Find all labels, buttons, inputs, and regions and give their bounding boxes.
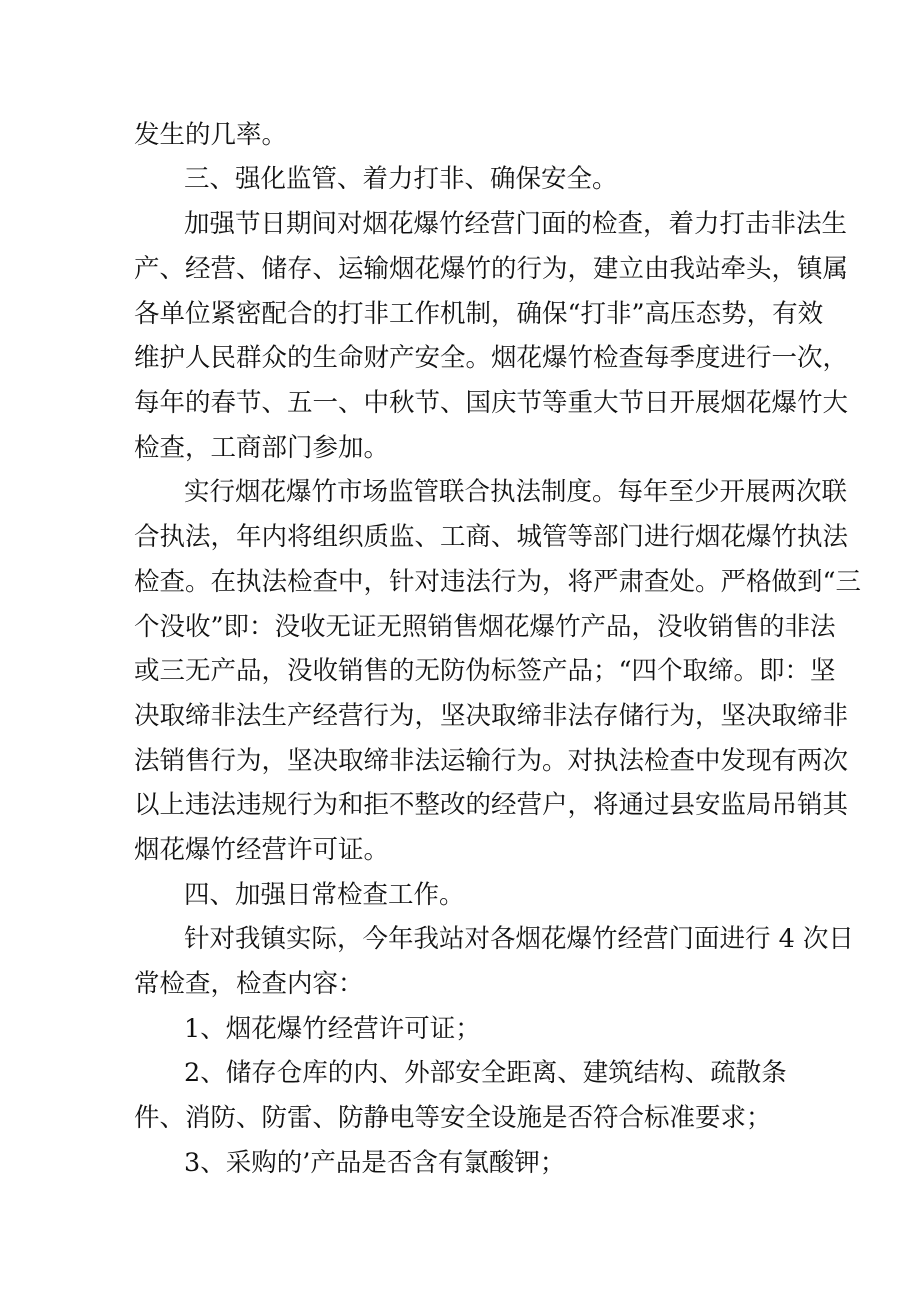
text-line: 产、经营、储存、运输烟花爆竹的行为，建立由我站牵头，镇属 [134, 254, 849, 284]
text-line: 件、消防、防雷、防静电等安全设施是否符合标准要求； [134, 1103, 772, 1133]
text-line: 个没收”即：没收无证无照销售烟花爆竹产品，没收销售的非法 [134, 612, 836, 642]
text-line: 每年的春节、五一、中秋节、国庆节等重大节日开展烟花爆竹大 [134, 388, 849, 418]
list-item: 2、储存仓库的内、外部安全距离、建筑结构、疏散条 [184, 1058, 787, 1088]
text-line: 实行烟花爆竹市场监管联合执法制度。每年至少开展两次联 [184, 477, 848, 507]
text-line: 检查，工商部门参加。 [134, 433, 390, 463]
list-item: 3、采购的’产品是否含有氯酸钾； [184, 1148, 566, 1178]
text-line: 检查。在执法检查中，针对违法行为，将严肃查处。严格做到“三 [134, 567, 862, 597]
section-heading: 四、加强日常检查工作。 [184, 880, 465, 910]
text-line: 法销售行为，坚决取缔非法运输行为。对执法检查中发现有两次 [134, 746, 849, 776]
section-heading: 三、强化监管、着力打非、确保安全。 [184, 164, 618, 194]
text-line: 合执法，年内将组织质监、工商、城管等部门进行烟花爆竹执法 [134, 522, 849, 552]
text-line: 维护人民群众的生命财产安全。烟花爆竹检查每季度进行一次， [134, 343, 849, 373]
text-line: 针对我镇实际，今年我站对各烟花爆竹经营门面进行 4 次日 [184, 924, 854, 954]
list-item: 1、烟花爆竹经营许可证； [184, 1014, 481, 1044]
text-line: 决取缔非法生产经营行为，坚决取缔非法存储行为，坚决取缔非 [134, 701, 849, 731]
text-line: 烟花爆竹经营许可证。 [134, 835, 390, 865]
text-line: 加强节日期间对烟花爆竹经营门面的检查，着力打击非法生 [184, 209, 848, 239]
text-line: 以上违法违规行为和拒不整改的经营户，将通过县安监局吊销其 [134, 790, 849, 820]
text-line: 各单位紧密配合的打非工作机制，确保“打非”高压态势，有效 [134, 299, 824, 329]
text-line: 常检查，检查内容： [134, 969, 364, 999]
text-line: 发生的几率。 [134, 120, 288, 150]
text-line: 或三无产品，没收销售的无防伪标签产品；“四个取缔。即：坚 [134, 656, 836, 686]
